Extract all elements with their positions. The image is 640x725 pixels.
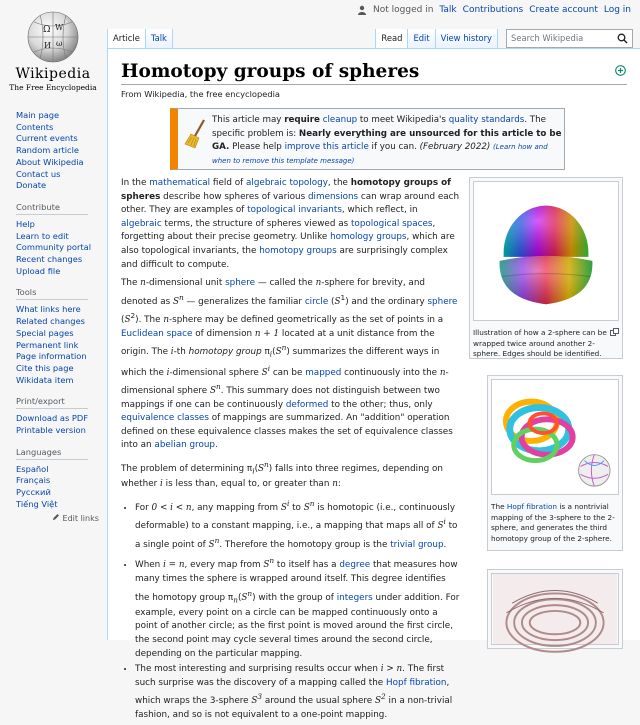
math: S <box>172 296 179 307</box>
user-icon <box>357 5 367 15</box>
edit-links[interactable] <box>52 513 106 523</box>
svg-text:И: И <box>44 41 51 50</box>
text: to itself has a <box>274 560 340 571</box>
text: , which reflect, in <box>341 205 418 216</box>
trivial-group-link[interactable]: trivial group <box>390 539 444 550</box>
text: ) falls into three regimes, depending on whether <box>121 463 444 490</box>
text: ( <box>254 463 259 474</box>
text: terms, the structure of spheres viewed as <box>161 218 351 229</box>
notice-require: require <box>284 115 320 125</box>
sidebar-nav-item-1[interactable]: Contents <box>16 121 54 132</box>
math-sup: n <box>309 498 315 508</box>
sidebar-print <box>16 413 106 436</box>
text: , which are also topological invariants, the <box>121 232 455 256</box>
tools-heading: Tools <box>16 287 88 300</box>
math: i <box>160 479 163 490</box>
sidebar-tools-item-5[interactable]: Cite this page <box>16 362 74 373</box>
text: continuously into the <box>341 367 440 378</box>
sidebar-contribute-item-3[interactable]: Recent changes <box>16 254 83 265</box>
circle-link[interactable]: circle <box>304 296 329 307</box>
sidebar-nav-item-2[interactable]: Current events <box>16 133 78 144</box>
text: , any mapping from <box>191 502 281 513</box>
print-heading: Print/export <box>16 396 88 409</box>
text: The <box>121 278 141 289</box>
tab-talk[interactable]: Talk <box>146 29 173 48</box>
math: n <box>140 278 146 289</box>
personal-tools <box>357 5 631 15</box>
page-title: Homotopy groups of spheres <box>121 61 420 82</box>
notice-date: (February 2022) <box>419 142 491 152</box>
text: . Therefore the homotopy group is the <box>219 539 391 550</box>
math-sup: n <box>214 535 220 545</box>
text: , which wraps the 3-sphere <box>135 677 450 707</box>
text: ( <box>328 296 335 307</box>
math-sup: n <box>264 460 269 470</box>
sidebar-nav-item-4[interactable]: About Wikipedia <box>16 156 84 167</box>
thumbnail-image[interactable] <box>491 573 619 645</box>
mathematical-link[interactable]: mathematical <box>149 178 211 188</box>
math: S <box>124 315 131 326</box>
text: , every map from <box>184 560 264 571</box>
sidebar-contribute-item-1[interactable]: Learn to edit <box>16 230 69 241</box>
math: S <box>375 696 382 707</box>
sidebar-navigation <box>16 110 106 192</box>
homotopy-groups-link[interactable]: homotopy groups <box>259 245 337 256</box>
text: . <box>215 440 218 451</box>
svg-text:W: W <box>55 23 64 32</box>
text: -th <box>173 347 189 358</box>
text: ) with the group of <box>252 592 337 603</box>
text: field of <box>210 178 246 188</box>
math: n <box>163 315 169 326</box>
view-tabs <box>375 27 633 48</box>
math: S <box>334 296 341 307</box>
text: In the <box>121 178 150 188</box>
math: i > n <box>380 664 403 675</box>
math: i <box>170 347 174 358</box>
list-item <box>135 663 461 722</box>
homology-groups-link[interactable]: homology groups <box>330 232 407 243</box>
languages-heading: Languages <box>16 447 88 460</box>
text: in a non-trivial fashion, and so is not equivalent to a one-point mapping. <box>135 696 453 720</box>
algebraic-link[interactable]: algebraic <box>121 218 162 229</box>
title-divider <box>121 84 627 85</box>
euclidean-space-link[interactable]: Euclidean space <box>121 328 193 339</box>
abelian-group-link[interactable]: abelian group <box>154 440 216 451</box>
bold-term: homotopy groups of spheres <box>121 178 452 202</box>
sidebar-nav-item-5[interactable]: Contact us <box>16 168 61 179</box>
math: S <box>251 696 258 707</box>
text: are surprisingly complex and difficult to compute. <box>121 245 448 270</box>
text: -dimensional sphere <box>121 367 449 397</box>
hopf-fibration-image[interactable] <box>491 379 619 495</box>
sidebar-language-item-0[interactable]: Español <box>16 463 49 474</box>
math: n <box>315 278 322 289</box>
text: -dimensional sphere <box>169 367 262 378</box>
text: When <box>135 560 164 571</box>
text: around the usual sphere <box>262 696 376 707</box>
topological-invariants-link[interactable]: topological invariants <box>247 205 342 216</box>
search-input[interactable] <box>506 29 633 48</box>
sidebar-tools-item-6[interactable]: Wikidata item <box>16 374 74 385</box>
text: to the other; thus, only <box>328 399 433 410</box>
thumbnail-caption <box>473 328 619 360</box>
quality-standards-link[interactable]: quality standards <box>448 115 525 125</box>
math: S <box>280 502 287 513</box>
text: . The first such surprise was the discovery of a mapping called the <box>135 664 445 688</box>
hopf-fibration-caption-link[interactable]: Hopf fibration <box>506 502 558 511</box>
math: S <box>275 347 282 358</box>
math-sub: n <box>233 595 238 605</box>
improve-article-link[interactable]: improve this article <box>284 142 369 152</box>
sidebar-nav-item-0[interactable]: Main page <box>16 110 60 120</box>
math-sup: 2 <box>381 692 386 702</box>
caption-text: Illustration of how a 2-sphere can be wrapped twice around another 2-sphere. Edges should be identified. <box>473 328 607 358</box>
thumbnail-third <box>487 569 623 649</box>
text: : <box>337 479 341 490</box>
math-sub: i <box>269 350 273 360</box>
math-sup: n <box>216 382 221 392</box>
notice-text: This article may <box>212 115 285 125</box>
math-sup: 2 <box>130 311 136 321</box>
contribute-heading: Contribute <box>16 202 88 215</box>
text: ) summarizes the different ways in which the <box>121 347 440 378</box>
sidebar-contribute-item-4[interactable]: Upload file <box>16 265 61 276</box>
text: located at a unit distance from the origin. The <box>121 328 435 358</box>
text: can wrap around each other. They are examples of <box>121 191 460 216</box>
caption-text: The <box>491 502 507 511</box>
math-sub: i <box>252 466 255 476</box>
algebraic-topology-link[interactable]: algebraic topology <box>245 178 328 188</box>
puzzle-globe-icon <box>26 10 80 64</box>
notice-problem: Nearly everything are unsourced for this article to be GA. <box>212 128 562 152</box>
sidebar-tools-item-0[interactable]: What links here <box>16 304 81 315</box>
site-sub: From Wikipedia, the free encyclopedia <box>121 89 280 99</box>
sidebar-tools-item-2[interactable]: Special pages <box>16 327 74 338</box>
paragraph-intro <box>121 177 461 272</box>
sidebar-contribute-item-0[interactable]: Help <box>16 218 35 229</box>
not-logged-in-label: Not logged in <box>373 5 434 15</box>
text: , forgetting about their precise geometry. Unlike <box>121 218 436 243</box>
search-placeholder: Search Wikipedia <box>511 33 584 43</box>
text: under addition. For example, every point on a circle can be mapped continuously onto a point of another circle; as the first point is moved around the first circle, the second point may cycle several times around the second circle, depending on the particular mapping. <box>135 592 460 659</box>
math: S <box>258 463 265 474</box>
text: The problem of determining π <box>121 463 253 474</box>
svg-text:ω: ω <box>56 39 63 48</box>
paragraph-n-sphere <box>121 277 461 453</box>
thumbnail-hopf <box>487 375 623 551</box>
math: i = n <box>163 560 185 571</box>
regimes-list <box>135 497 461 723</box>
math: i <box>166 367 170 378</box>
topological-spaces-link[interactable]: topological spaces <box>350 218 433 229</box>
cleanup-notice <box>170 108 565 170</box>
math-sup: n <box>281 343 287 353</box>
math: 0 < i < n <box>151 502 192 513</box>
text: that measures how many times the sphere is wrapped around itself. This degree identifies the homotopy group π <box>135 560 458 603</box>
math: S <box>437 521 444 532</box>
math: S <box>208 539 215 550</box>
text: -sphere may be defined geometrically as the set of points in a <box>169 315 444 326</box>
math-sup: i <box>443 517 446 527</box>
math-sup: 1 <box>340 292 346 302</box>
math-sup: 3 <box>257 692 263 702</box>
text: of mappings are summarized. An "addition" operation defined on these equivalence classes makes the set of equivalence classes into an <box>121 413 453 451</box>
sidebar-print-item-1[interactable]: Printable version <box>16 425 86 436</box>
text: is homotopic (i.e., continuously deformable) to a constant mapping, i.e., a mapping that maps all of <box>135 502 456 532</box>
math: S <box>210 386 217 397</box>
text: -dimensional unit <box>145 278 226 289</box>
math-sup: n <box>247 588 253 598</box>
math: n <box>332 479 338 490</box>
math: ( <box>272 347 276 358</box>
notice-text: . The specific problem is: <box>212 115 546 139</box>
cleanup-notice-text <box>212 114 562 168</box>
contributions-link[interactable]: Contributions <box>462 5 524 15</box>
math-sup: i <box>267 363 271 373</box>
sidebar-contribute-item-2[interactable]: Community portal <box>16 242 92 253</box>
text: — called the <box>255 278 316 289</box>
text: . This summary does not distinguish between two mappings if one can be continuously <box>121 386 440 410</box>
sidebar <box>16 110 106 523</box>
math: S <box>263 560 270 571</box>
logo-tagline: The Free Encyclopedia <box>9 83 97 92</box>
search-icon[interactable] <box>617 33 628 44</box>
broom-icon <box>184 119 210 149</box>
sidebar-tools <box>16 304 106 386</box>
text: . <box>443 539 447 550</box>
sidebar-tools-item-4[interactable]: Page information <box>16 351 87 362</box>
math: n <box>439 367 446 378</box>
add-topic-icon[interactable] <box>615 65 626 76</box>
thumbnail-caption <box>491 502 619 544</box>
math: π <box>261 347 270 358</box>
text: For <box>135 502 152 513</box>
text: — generalizes the familiar <box>183 296 305 307</box>
tab-read[interactable]: Read <box>375 29 408 48</box>
italic-term: homotopy group <box>188 347 262 358</box>
math: S <box>303 502 310 513</box>
mapped-link[interactable]: mapped <box>305 367 342 378</box>
sidebar-contribute <box>16 219 106 278</box>
paragraph-regimes <box>121 458 461 492</box>
text: ( <box>121 315 125 326</box>
tab-article[interactable]: Article <box>107 29 146 48</box>
caption-text: is a nontrivial mapping of the 3-sphere to the 2-sphere, and generates the third homotopy group of the 2-sphere. <box>491 502 615 543</box>
namespace-tabs <box>107 29 173 48</box>
sidebar-nav-item-3[interactable]: Random article <box>16 145 80 156</box>
cleanup-link[interactable]: cleanup <box>322 115 358 125</box>
notice-text: to meet Wikipedia's <box>357 115 449 125</box>
math-sup: i <box>286 498 290 508</box>
talk-link[interactable]: Talk <box>439 5 457 15</box>
sidebar-language-item-2[interactable]: Русский <box>16 487 51 498</box>
sidebar-language-item-3[interactable]: Tiếng Việt <box>16 498 58 509</box>
magnify-icon[interactable] <box>610 328 619 336</box>
hopf-fibration-link[interactable]: Hopf fibration <box>385 677 447 688</box>
sidebar-tools-item-3[interactable]: Permanent link <box>16 339 79 350</box>
text: -sphere for brevity, and denoted as <box>121 278 425 307</box>
text: ). The <box>135 315 164 326</box>
thumbnail-sphere-wrap <box>469 177 623 359</box>
list-item <box>135 554 461 661</box>
math-sup: n <box>179 292 184 302</box>
text: to <box>289 502 304 513</box>
text: of dimension <box>192 328 255 339</box>
dimensions-link[interactable]: dimensions <box>307 191 359 202</box>
math: n + 1 <box>254 328 280 339</box>
log-in-link[interactable]: Log in <box>603 5 631 15</box>
tab-edit[interactable]: Edit <box>408 29 435 48</box>
remove-template-link[interactable]: (Learn how and when to remove this template message) <box>212 143 548 165</box>
text: to a single point of <box>135 521 458 550</box>
sphere-wrap-image[interactable] <box>473 181 619 321</box>
degree-link[interactable]: degree <box>339 560 371 571</box>
deformed-link[interactable]: deformed <box>285 399 329 410</box>
sidebar-language-item-1[interactable]: Français <box>16 475 51 486</box>
equivalence-classes-link[interactable]: equivalence classes <box>121 413 209 424</box>
svg-text:Ω: Ω <box>43 25 51 35</box>
notice-text: Please help <box>229 142 285 152</box>
text: can be <box>270 367 306 378</box>
sidebar-print-item-0[interactable]: Download as PDF <box>16 413 89 424</box>
integers-link[interactable]: integers <box>336 592 373 603</box>
sidebar-languages <box>16 464 106 511</box>
math: S <box>261 367 268 378</box>
text: , the <box>327 178 351 188</box>
list-item <box>135 497 461 553</box>
sphere-link-2[interactable]: sphere <box>427 296 458 307</box>
notice-text: if you can. <box>368 142 420 152</box>
sidebar-tools-item-1[interactable]: Related changes <box>16 316 86 327</box>
sidebar-nav-item-6[interactable]: Donate <box>16 180 47 191</box>
wikipedia-logo[interactable] <box>0 0 106 100</box>
math: S <box>241 592 248 603</box>
text: is less than, equal to, or greater than <box>162 479 333 490</box>
sphere-link[interactable]: sphere <box>225 278 256 289</box>
pencil-icon <box>52 513 60 521</box>
math-sup: n <box>269 556 275 566</box>
article-body <box>121 177 461 725</box>
content <box>107 48 640 720</box>
tab-view-history[interactable]: View history <box>436 29 498 48</box>
logo-wordmark: Wikipedia <box>15 66 91 82</box>
text: describe how spheres of various <box>160 191 308 202</box>
text: ) and the ordinary <box>345 296 428 307</box>
text: The most interesting and surprising results occur when <box>135 664 381 675</box>
text: ( <box>237 592 242 603</box>
create-account-link[interactable]: Create account <box>529 5 598 15</box>
edit-links-label: Edit links <box>62 513 99 523</box>
